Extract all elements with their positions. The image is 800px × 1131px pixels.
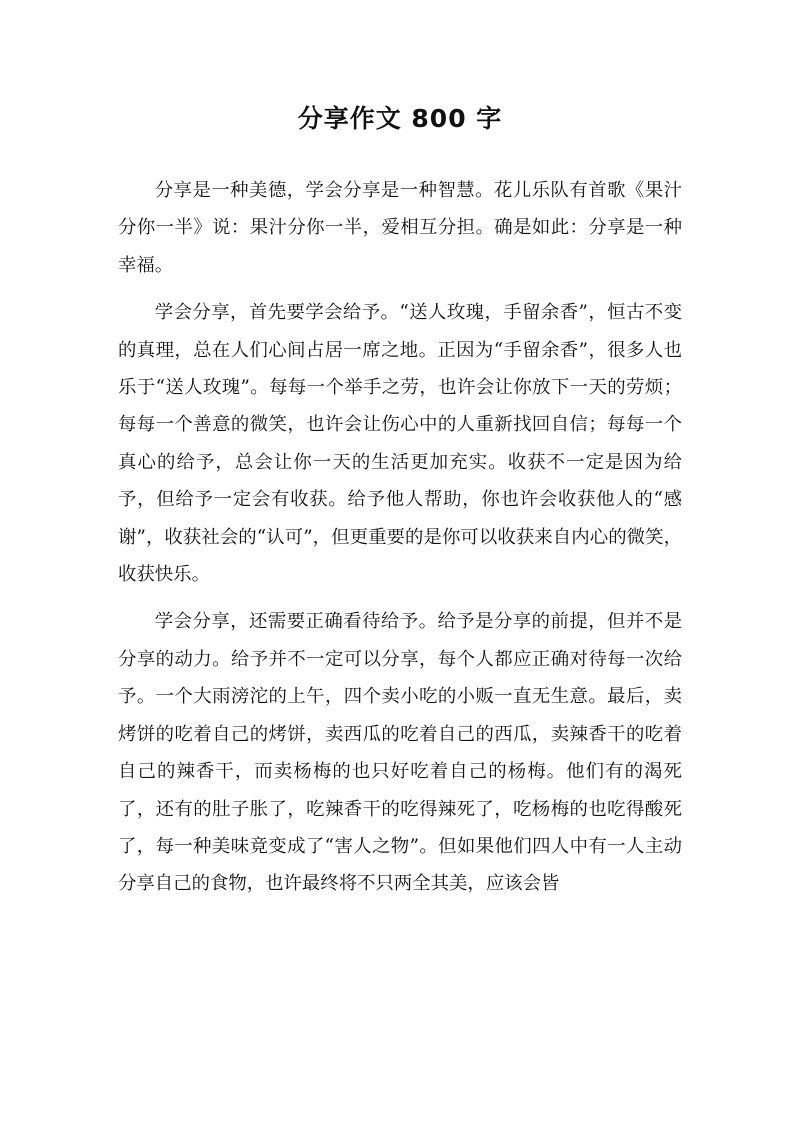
paragraph-1: 分享是一种美德，学会分享是一种智慧。花儿乐队有首歌《果汁分你一半》说：果汁分你一半，爱相互分担。确是如此：分享是一种幸福。 — [118, 180, 682, 276]
document-body — [118, 172, 682, 903]
document-title: 分享作文 800 字 — [297, 104, 503, 133]
paragraph-3: 学会分享，还需要正确看待给予。给予是分享的前提，但并不是分享的动力。给予并不一定可以分享，每个人都应正确对待每一次给予。一个大雨滂沱的上午，四个卖小吃的小贩一直无生意。最后，卖烤饼的吃着自己的烤饼，卖西瓜的吃着自己的西瓜，卖辣香干的吃着自己的辣香干，而卖杨梅的也只好吃着自己的杨梅。他们有的渴死了，还有的肚子胀了，吃辣香干的吃得辣死了，吃杨梅的也吃得酸死了，每一种美味竟变成了“害人之物”。但如果他们四人中有一人主动分享自己的食物，也许最终将不只两全其美，应该会皆 — [118, 611, 682, 895]
paragraph-2: 学会分享，首先要学会给予。“送人玫瑰，手留余香”，恒古不变的真理，总在人们心间占居一席之地。正因为“手留余香”，很多人也乐于“送人玫瑰”。每每一个举手之劳，也许会让你放下一天的劳烦；每每一个善意的微笑，也许会让伤心中的人重新找回自信；每每一个真心的给予，总会让你一天的生活更加充实。收获不一定是因为给予，但给予一定会有收获。给予他人帮助，你也许会收获他人的“感谢”，收获社会的“认可”，但更重要的是你可以收获来自内心的微笑，收获快乐。 — [118, 302, 682, 586]
